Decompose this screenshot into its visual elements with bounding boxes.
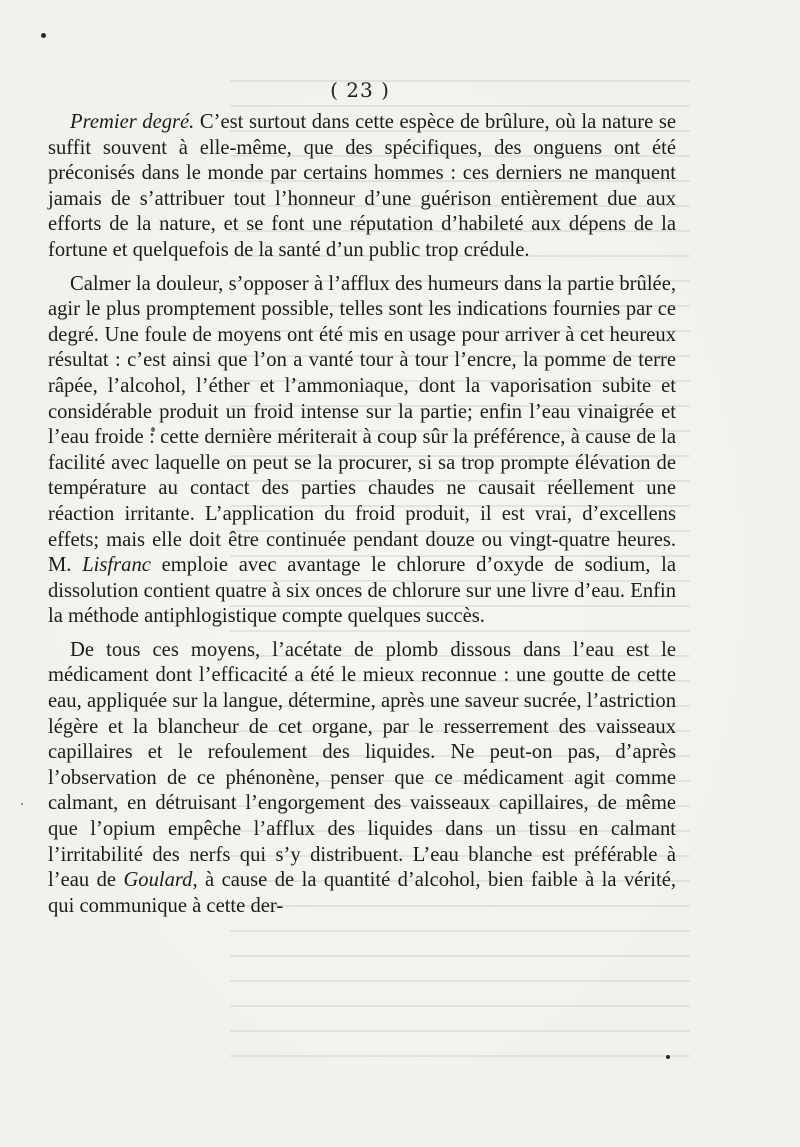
page-number: ( 23 ) (330, 78, 390, 102)
paragraph-acetate-de-plomb (48, 638, 676, 920)
paragraph-text: , à cause de la quantité d’alcohol, bien faible à la vérité, qui communique à cette der- (48, 869, 676, 917)
name-lisfranc: Lisfranc (82, 554, 151, 577)
ink-speck (666, 1055, 670, 1059)
section-lead-italic: Premier degré. (70, 111, 195, 133)
paragraph-premier-degre (48, 110, 676, 264)
ink-speck (21, 803, 23, 805)
name-goulard: Goulard (123, 869, 193, 892)
paragraph-text: Calmer la douleur, s’opposer à l’afflux des humeurs dans la partie brûlée, agir le plus promptement possible, telles sont les indications fournies par ce degré. Une foule de moyens ont été mis en usage pour arriver à cet heureux résultat : c’est ainsi que l’on a vanté tour à tour l’encre, la pomme de terre râpée, l’alcohol, l’éther et l’ammoniaque, dont la vaporisation subite et considérable produit un froid intense sur la partie; enfin l’eau vinaigrée et l’eau froide : cette dernière mériterait à coup sûr la préférence, à cause de la facilité avec laquelle on peut se la procurer, si sa trop prompte élévation de température au contact des parties chaudes ne causait réellement une réaction irritante. L’application du froid produit, il est vrai, d’excellens effets; mais elle doit être continuée pendant douze ou vingt-quatre heures. M. (48, 272, 676, 577)
paragraph-text: De tous ces moyens, l’acétate de plomb dissous dans l’eau est le médicament dont l’efficacité a été le mieux reconnue : une goutte de cette eau, appliquée sur la langue, détermine, après une saveur sucrée, l’astriction légère et la blancheur de cet organe, par le resserrement des vaisseaux capillaires et le refoulement des liquides. Ne peut-on pas, d’après l’observation de ce phénonène, penser que ce médicament agit comme calmant, en détruisant l’engorgement des vaisseaux capillaires, de même que l’opium empêche l’afflux des liquides dans un tissu en calmant l’irritabilité des nerfs qui s’y distribuent. L’eau blanche est préférable à l’eau de (48, 638, 676, 892)
paragraph-calmer-la-douleur (48, 272, 676, 630)
paragraph-text: C’est surtout dans cette espèce de brûlure, où la nature se suffit souvent à elle-même, que des spécifiques, des onguens ont été préconisés dans le monde par certains hommes : ces derniers ne manquent jamais de s’attribuer tout l’honneur d’une guérison entièrement due aux efforts de la nature, et se font une réputation d’habileté aux dépens de la fortune et quelquefois de la santé d’un public trop crédule. (48, 111, 676, 261)
paragraph-text: emploie avec avantage le chlorure d’oxyde de sodium, la dissolution contient quatre à six onces de chlorure sur une livre d’eau. Enfin la méthode antiphlogistique compte quelques succès. (48, 554, 676, 628)
ink-speck (41, 33, 46, 38)
body-text (48, 110, 676, 927)
